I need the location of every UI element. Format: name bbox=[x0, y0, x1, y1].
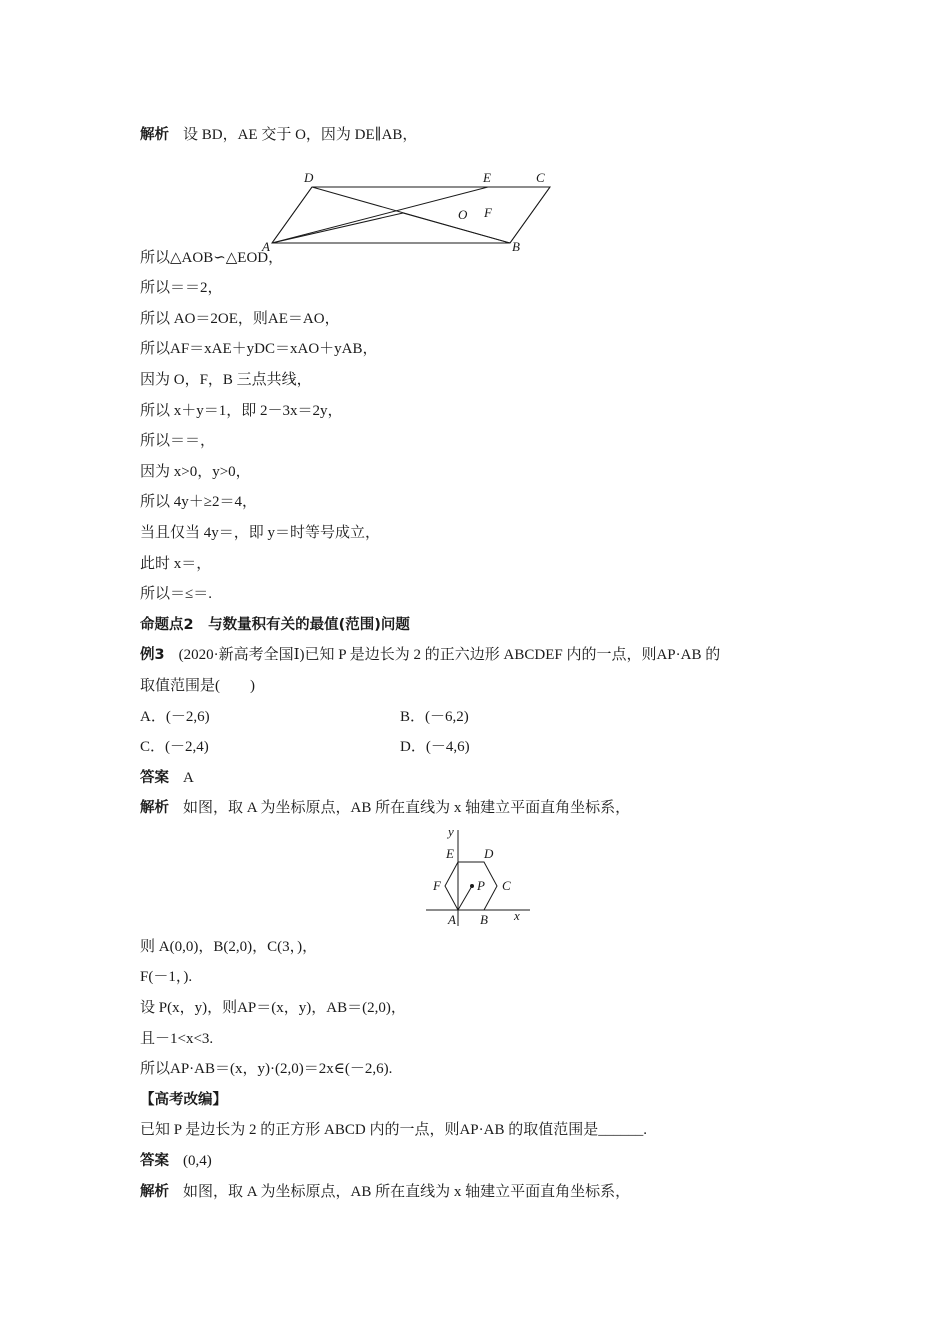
analysis-line-1 bbox=[140, 120, 820, 151]
options-row-2 bbox=[140, 732, 820, 763]
answer-label: 答案 bbox=[140, 769, 169, 786]
solution-line: 所以＝≤＝. bbox=[140, 586, 212, 603]
solution-line: 此时 x＝， bbox=[140, 555, 212, 572]
hexagon-figure bbox=[140, 824, 820, 932]
option-a: A．(－2,6) bbox=[140, 708, 210, 725]
example3-text-1: (2020·新高考全国Ⅰ)已知 P 是边长为 2 的正六边形 ABCDEF 内的一点，则AP·AB 的 bbox=[178, 647, 721, 664]
coordinate-line: 则 A(0,0)，B(2,0)，C(3，)， bbox=[140, 938, 318, 955]
analysis-label: 解析 bbox=[140, 800, 169, 817]
label-D: D bbox=[484, 845, 494, 861]
label-F: F bbox=[433, 877, 441, 893]
label-E: E bbox=[446, 845, 454, 861]
option-d: D．(－4,6) bbox=[400, 739, 470, 756]
revision-question: 已知 P 是边长为 2 的正方形 ABCD 内的一点，则AP·AB 的取值范围是______. bbox=[140, 1122, 647, 1139]
side-BC bbox=[510, 187, 550, 243]
example3-line-1 bbox=[140, 640, 820, 671]
solution-lines bbox=[140, 243, 820, 610]
coordinate-line: 且－1<x<3. bbox=[140, 1030, 214, 1047]
solution-line: 所以 AO＝2OE，则AE＝AO， bbox=[140, 310, 340, 327]
answer-value: A bbox=[183, 769, 194, 786]
options-row-1 bbox=[140, 702, 820, 733]
segment-AE bbox=[272, 187, 488, 243]
solution-line: 所以＝＝2， bbox=[140, 280, 223, 297]
hexagon-diagram bbox=[140, 824, 820, 932]
example3-answer bbox=[140, 763, 820, 794]
coordinate-line: 所以AP·AB＝(x，y)·(2,0)＝2x∈(－2,6). bbox=[140, 1061, 393, 1078]
label-B: B bbox=[480, 911, 488, 927]
segment-FB bbox=[403, 213, 510, 243]
analysis-text: 设 BD，AE 交于 O，因为 DE∥AB， bbox=[183, 127, 418, 143]
label-A: A bbox=[448, 911, 456, 927]
solution-line: 所以AF＝xAE＋yDC＝xAO＋yAB， bbox=[140, 341, 378, 358]
solution-line: 因为 O，F，B 三点共线， bbox=[140, 371, 312, 388]
option-b: B．(－6,2) bbox=[400, 708, 469, 725]
solution-line: 所以 x＋y＝1，即 2－3x＝2y， bbox=[140, 402, 343, 419]
revision-heading: 【高考改编】 bbox=[140, 1091, 227, 1108]
answer-label: 答案 bbox=[140, 1153, 169, 1170]
label-F: F bbox=[484, 204, 492, 220]
point-P bbox=[470, 884, 474, 888]
label-y: y bbox=[448, 823, 454, 839]
label-A: A bbox=[262, 238, 270, 254]
coordinate-lines bbox=[140, 932, 820, 1085]
label-x: x bbox=[514, 907, 520, 923]
section-heading: 命题点2 与数量积有关的最值(范围)问题 bbox=[140, 616, 410, 633]
revision-analysis bbox=[140, 1177, 820, 1208]
label-C: C bbox=[536, 169, 545, 185]
document-page bbox=[140, 120, 820, 1207]
analysis-text: 如图，取 A 为坐标原点，AB 所在直线为 x 轴建立平面直角坐标系， bbox=[183, 800, 631, 817]
answer-value: (0,4) bbox=[183, 1153, 212, 1170]
coordinate-line: F(－1，). bbox=[140, 969, 193, 986]
parallelogram-diagram bbox=[140, 151, 820, 254]
segment-AF bbox=[272, 213, 403, 243]
example3-label: 例3 bbox=[140, 647, 165, 664]
label-B: B bbox=[512, 238, 520, 254]
example3-analysis bbox=[140, 793, 820, 824]
solution-line: 所以 4y＋≥2＝4， bbox=[140, 494, 257, 511]
revision-answer bbox=[140, 1146, 820, 1177]
label-O: O bbox=[458, 206, 468, 222]
label-C: C bbox=[502, 877, 511, 893]
solution-line: 因为 x>0，y>0， bbox=[140, 463, 251, 480]
parallelogram-figure bbox=[140, 151, 820, 254]
solution-line: 当且仅当 4y＝，即 y＝时等号成立， bbox=[140, 524, 381, 541]
segment-AP bbox=[458, 886, 472, 910]
example3-line-2: 取值范围是( ) bbox=[140, 677, 255, 694]
label-E: E bbox=[483, 169, 491, 185]
label-P: P bbox=[477, 877, 485, 893]
solution-line: 所以△AOB∽△EOD， bbox=[140, 249, 284, 266]
analysis-label: 解析 bbox=[140, 1183, 169, 1200]
solution-line: 所以＝＝， bbox=[140, 433, 216, 450]
analysis-text: 如图，取 A 为坐标原点，AB 所在直线为 x 轴建立平面直角坐标系， bbox=[183, 1183, 631, 1200]
label-D: D bbox=[304, 169, 314, 185]
option-c: C．(－2,4) bbox=[140, 739, 209, 756]
analysis-label: 解析 bbox=[140, 127, 169, 143]
coordinate-line: 设 P(x，y)，则AP＝(x，y)，AB＝(2,0)， bbox=[140, 1000, 406, 1017]
